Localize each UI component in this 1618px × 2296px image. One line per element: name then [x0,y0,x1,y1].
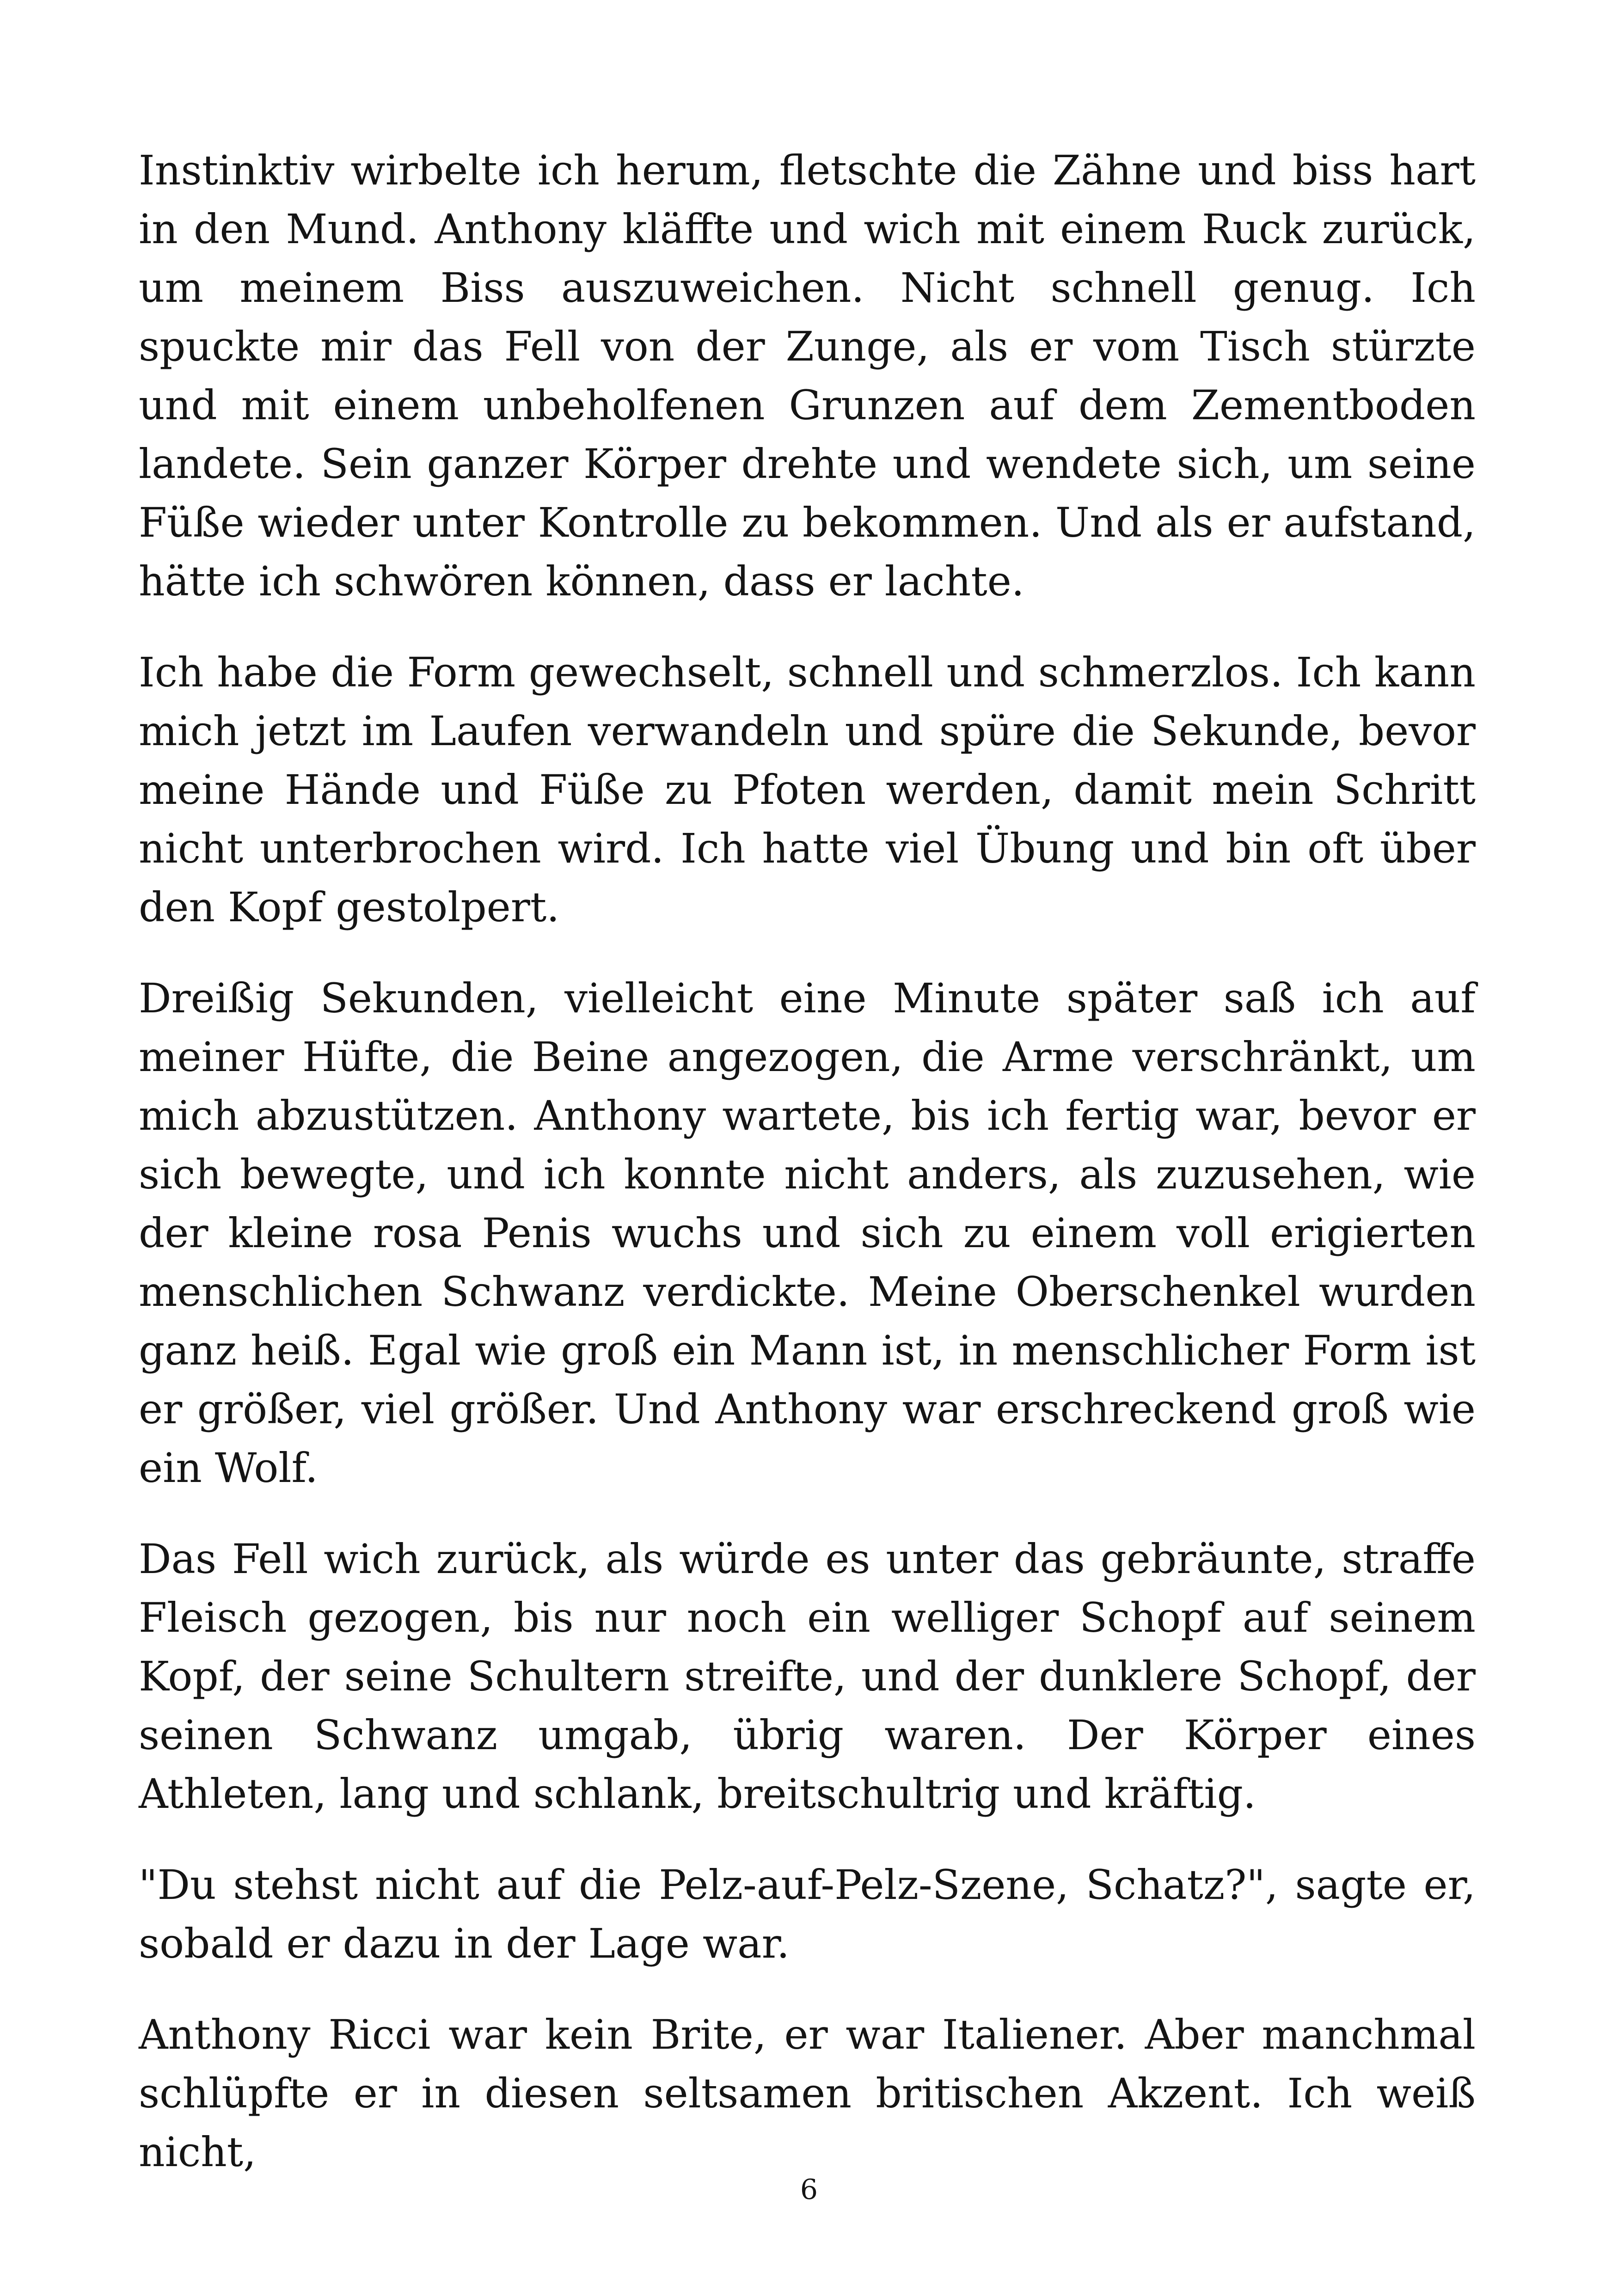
paragraph: Ich habe die Form gewechselt, schnell und schmerzlos. Ich kann mich jetzt im Laufen verwandeln und spüre die Sekunde, bevor meine Hände und Füße zu Pfoten werden, damit mein Schritt nicht unterbrochen wird. Ich hatte viel Übung und bin oft über den Kopf gestolpert. [139,649,1476,931]
paragraph: Instinktiv wirbelte ich herum, fletschte die Zähne und biss hart in den Mund. Anthony kläffte und wich mit einem Ruck zurück, um meinem Biss auszuweichen. Nicht schnell genug. Ich spuckte mir das Fell von der Zunge, als er vom Tisch stürzte und mit einem unbeholfenen Grunzen auf dem Zementboden landete. Sein ganzer Körper drehte und wendete sich, um seine Füße wieder unter Kontrolle zu bekommen. Und als er aufstand, hätte ich schwören können, dass er lachte. [139,147,1476,605]
paragraph: Das Fell wich zurück, als würde es unter das gebräunte, straffe Fleisch gezogen, bis nur noch ein welliger Schopf auf seinem Kopf, der seine Schultern streifte, und der dunklere Schopf, der seinen Schwanz umgab, übrig waren. Der Körper eines Athleten, lang und schlank, breitschultrig und kräftig. [139,1535,1476,1818]
paragraph: "Du stehst nicht auf die Pelz-auf-Pelz-Szene, Schatz?", sagte er, sobald er dazu in der Lage war. [139,1861,1476,1967]
body-text [139,141,1476,2214]
paragraph: Anthony Ricci war kein Brite, er war Italiener. Aber manchmal schlüpfte er in diesen seltsamen britischen Akzent. Ich weiß nicht, [139,2011,1476,2176]
paragraph: Dreißig Sekunden, vielleicht eine Minute später saß ich auf meiner Hüfte, die Beine angezogen, die Arme verschränkt, um mich abzustützen. Anthony wartete, bis ich fertig war, bevor er sich bewegte, und ich konnte nicht anders, als zuzusehen, wie der kleine rosa Penis wuchs und sich zu einem voll erigierten menschlichen Schwanz verdickte. Meine Oberschenkel wurden ganz heiß. Egal wie groß ein Mann ist, in menschlicher Form ist er größer, viel größer. Und Anthony war erschreckend groß wie ein Wolf. [139,974,1476,1492]
page-number: 6 [800,2174,818,2206]
